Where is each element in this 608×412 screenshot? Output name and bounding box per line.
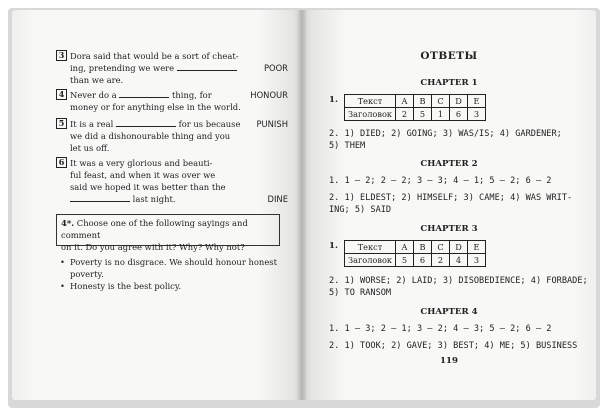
chapter-3-answer-table xyxy=(344,240,486,267)
table-cell: C xyxy=(432,95,450,108)
table-row xyxy=(345,108,486,121)
sayings-list xyxy=(60,256,282,292)
task-label: 4*. xyxy=(61,218,75,228)
answers-heading: ОТВЕТЫ xyxy=(420,50,478,62)
table-row xyxy=(345,95,486,108)
table-row xyxy=(345,241,486,254)
table-cell: 3 xyxy=(468,254,486,267)
chapter-3-heading: CHAPTER 3 xyxy=(420,224,478,234)
table-cell: Текст xyxy=(345,241,396,254)
table-cell: Заголовок xyxy=(345,254,396,267)
page-number: 119 xyxy=(440,356,458,366)
exercise-text: Dora said that would be a sort of cheat- xyxy=(70,51,239,61)
exercise-text: ful feast, and when it was over we xyxy=(70,170,216,180)
table-cell: B xyxy=(414,95,432,108)
table-cell: 6 xyxy=(414,254,432,267)
table-cell: B xyxy=(414,241,432,254)
table-row xyxy=(345,254,486,267)
exercise-number: 4 xyxy=(56,89,67,100)
exercise-5 xyxy=(56,118,288,154)
table-cell: A xyxy=(396,241,414,254)
question-number: 1. xyxy=(329,95,338,105)
chapter-2-heading: CHAPTER 2 xyxy=(420,159,478,169)
table-cell: 1 xyxy=(432,108,450,121)
table-cell: 5 xyxy=(396,254,414,267)
table-cell: 4 xyxy=(450,254,468,267)
list-item xyxy=(60,280,282,292)
table-cell: C xyxy=(432,241,450,254)
answer-blank xyxy=(70,193,130,202)
answer-line: 1. 1 — 3; 2 — 1; 3 — 2; 4 — 3; 5 — 2; 6 — 2 xyxy=(329,324,552,334)
exercise-text: let us off. xyxy=(70,143,110,153)
answer-line: 5) THEM xyxy=(329,141,366,151)
table-cell: 5 xyxy=(414,108,432,121)
exercise-number: 5 xyxy=(56,118,67,129)
task-text: Choose one of the following sayings and comment xyxy=(61,218,248,240)
exercise-text: we did a dishonourable thing and you xyxy=(70,131,231,141)
exercise-6 xyxy=(56,157,288,205)
exercise-number: 6 xyxy=(56,157,67,168)
word-to-transform: HONOUR xyxy=(250,90,288,100)
table-cell: 3 xyxy=(468,108,486,121)
exercise-number: 3 xyxy=(56,50,67,61)
table-cell: E xyxy=(468,241,486,254)
exercise-text: thing, for xyxy=(172,90,212,100)
table-cell: 2 xyxy=(432,254,450,267)
answer-line: 2. 1) ELDEST; 2) HIMSELF; 3) CAME; 4) WAS WRIT- xyxy=(329,193,573,203)
chapter-1-answer-table xyxy=(344,94,486,121)
list-item xyxy=(60,256,282,280)
saying-text: poverty. xyxy=(70,269,104,279)
exercise-4 xyxy=(56,89,288,113)
table-cell: A xyxy=(396,95,414,108)
exercise-text: than we are. xyxy=(70,75,124,85)
word-to-transform: POOR xyxy=(263,63,288,73)
answer-blank xyxy=(119,89,169,98)
table-cell: Заголовок xyxy=(345,108,396,121)
answer-blank xyxy=(177,62,237,71)
answer-line: 2. 1) DIED; 2) GOING; 3) WAS/IS; 4) GARDENER; xyxy=(329,129,562,139)
exercise-text: ing, pretending we were xyxy=(70,63,175,73)
table-cell: 2 xyxy=(396,108,414,121)
word-to-transform: PUNISH xyxy=(256,119,288,129)
question-number: 1. xyxy=(329,241,338,251)
saying-text: Honesty is the best policy. xyxy=(70,281,182,291)
exercise-text: Never do a xyxy=(70,90,117,100)
exercise-text: last night. xyxy=(132,194,176,204)
answer-line: 2. 1) TOOK; 2) GAVE; 3) BEST; 4) ME; 5) BUSINESS xyxy=(329,341,578,351)
answer-line: 1. 1 — 2; 2 — 2; 3 — 3; 4 — 1; 5 — 2; 6 — 2 xyxy=(329,176,552,186)
answer-line: ING; 5) SAID xyxy=(329,205,392,215)
saying-text: Poverty is no disgrace. We should honour honest xyxy=(70,257,277,267)
table-cell: Текст xyxy=(345,95,396,108)
answer-line: 5) TO RANSOM xyxy=(329,288,392,298)
exercise-3 xyxy=(56,50,288,86)
table-cell: 6 xyxy=(450,108,468,121)
book-gutter xyxy=(298,10,306,400)
task-text: on it. Do you agree with it? Why? Why not? xyxy=(61,242,245,252)
table-cell: D xyxy=(450,95,468,108)
word-to-transform: DINE xyxy=(267,194,288,204)
table-cell: D xyxy=(450,241,468,254)
chapter-4-heading: CHAPTER 4 xyxy=(420,307,478,317)
chapter-1-heading: CHAPTER 1 xyxy=(420,78,478,88)
table-cell: E xyxy=(468,95,486,108)
exercise-text: for us because xyxy=(178,119,241,129)
exercise-text: said we hoped it was better than the xyxy=(70,182,226,192)
exercise-text: It was a very glorious and beauti- xyxy=(70,158,213,168)
exercise-text: It is a real xyxy=(70,119,114,129)
task-4-box xyxy=(56,214,280,252)
answer-line: 2. 1) WORSE; 2) LAID; 3) DISOBEDIENCE; 4) FORBADE; xyxy=(329,276,588,286)
answer-blank xyxy=(116,118,176,127)
exercise-text: money or for anything else in the world. xyxy=(70,102,241,112)
